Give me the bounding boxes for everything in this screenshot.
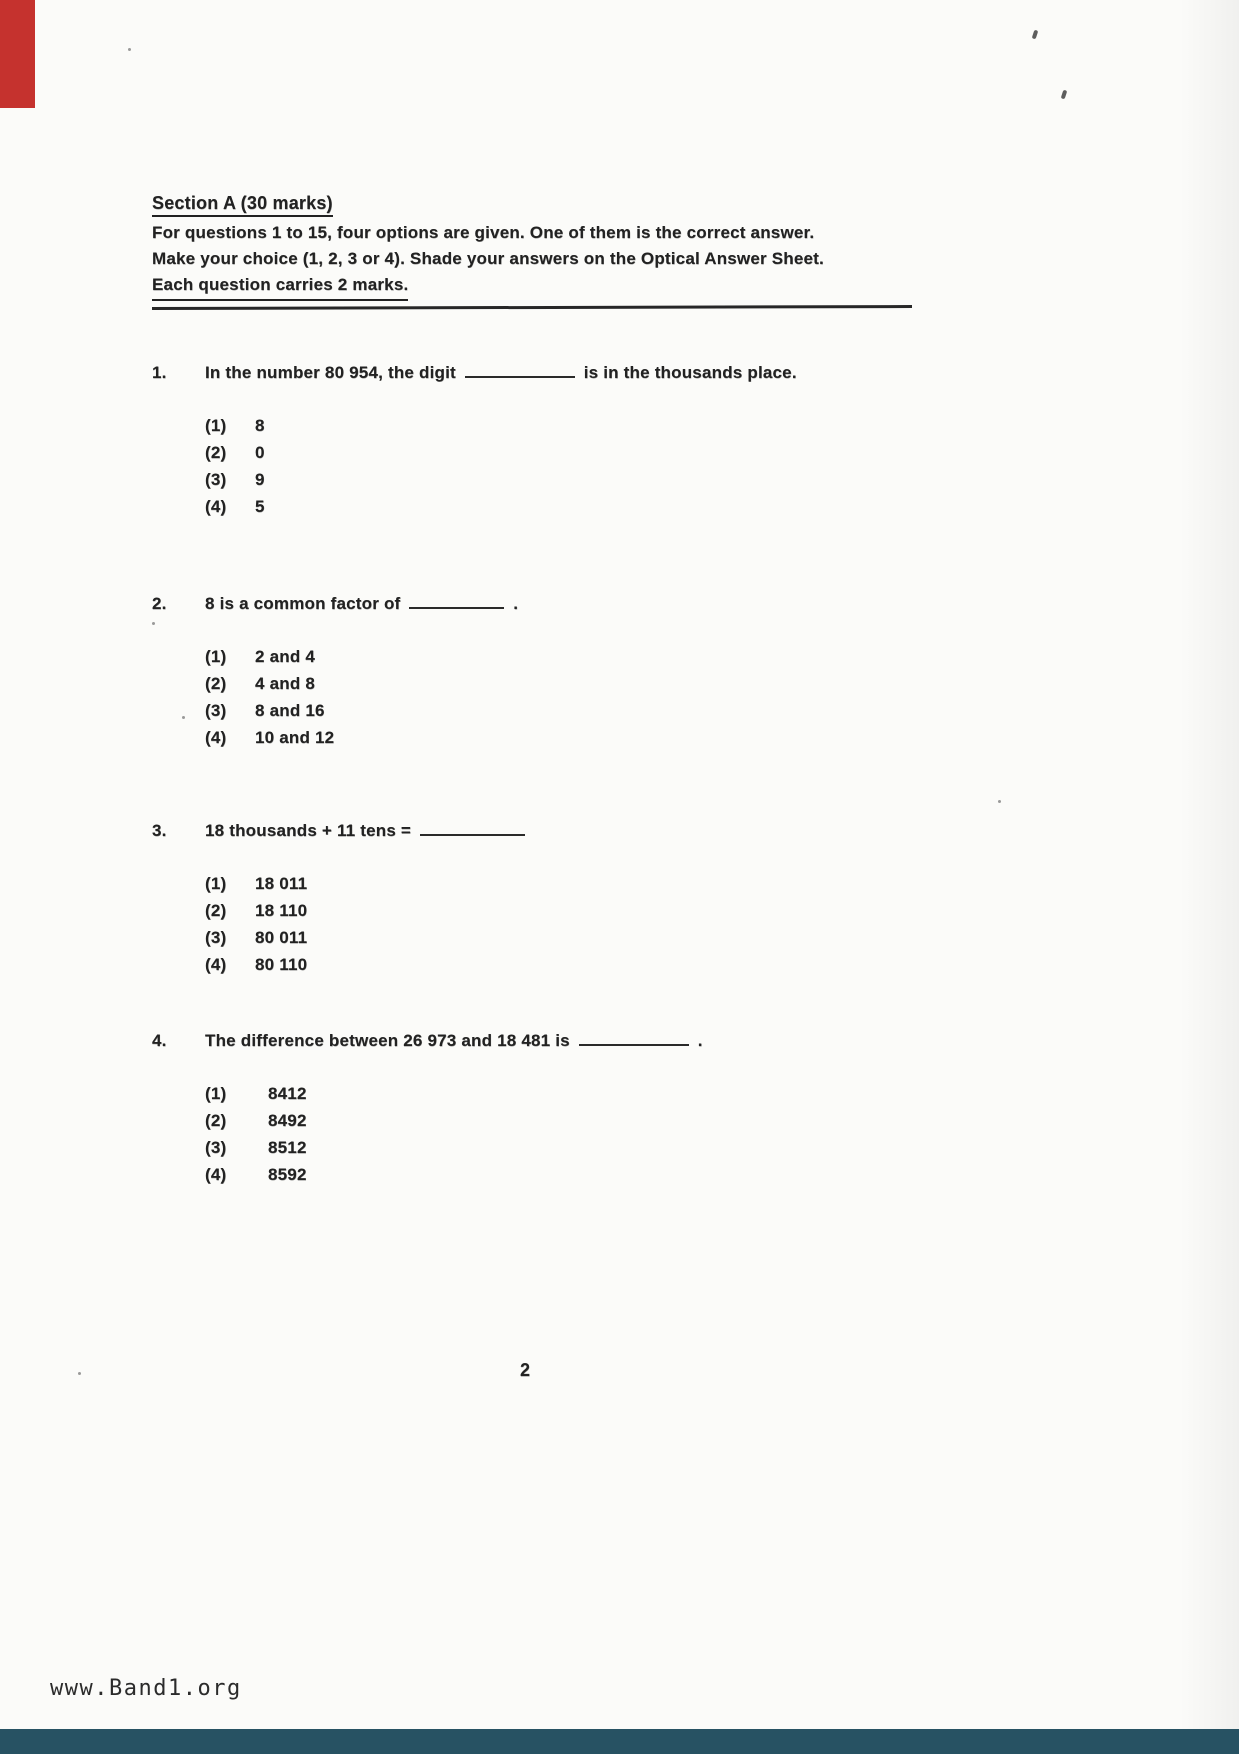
option-label: (2) [205, 901, 227, 920]
option-label: (1) [205, 647, 227, 666]
question-text-after: . [513, 594, 519, 613]
option-value: 18 011 [255, 874, 308, 893]
section-title: Section A (30 marks) [152, 193, 333, 217]
question-3 [152, 820, 529, 982]
option-row [205, 701, 518, 728]
question-text-before: In the number 80 954, the digit [205, 363, 456, 382]
question-number: 4. [152, 1031, 167, 1050]
question-4-head [152, 1030, 703, 1052]
question-2-head [152, 593, 518, 615]
scan-edge-shading [1179, 0, 1239, 1754]
option-label: (3) [205, 928, 227, 947]
question-text-before: The difference between 26 973 and 18 481 is [205, 1031, 570, 1050]
scan-artifact [1032, 30, 1039, 40]
question-text-before: 8 is a common factor of [205, 594, 401, 613]
option-row [205, 647, 518, 674]
option-label: (4) [205, 497, 227, 516]
instructions-line-1: For questions 1 to 15, four options are given. One of them is the correct answer. [152, 223, 815, 242]
options-list [205, 874, 529, 982]
question-text [205, 362, 797, 384]
option-row [205, 901, 529, 928]
option-row [205, 497, 797, 524]
option-label: (1) [205, 1084, 227, 1103]
option-label: (4) [205, 1165, 227, 1184]
scan-artifact [998, 800, 1001, 803]
option-row [205, 416, 797, 443]
option-row [205, 1165, 703, 1192]
scan-artifact [128, 48, 131, 51]
answer-blank [420, 820, 525, 836]
option-value: 80 110 [255, 955, 308, 974]
question-text [205, 1030, 703, 1052]
option-value: 4 and 8 [255, 674, 315, 693]
scan-strip-red [0, 0, 35, 108]
instructions-line-3 [152, 272, 922, 301]
option-label: (3) [205, 470, 227, 489]
option-row [205, 443, 797, 470]
option-label: (3) [205, 701, 227, 720]
option-label: (1) [205, 416, 227, 435]
answer-blank [409, 593, 504, 609]
options-list [205, 1084, 703, 1192]
options-list [205, 647, 518, 755]
question-1 [152, 362, 797, 524]
option-row [205, 1138, 703, 1165]
option-value: 8592 [268, 1165, 307, 1184]
option-label: (2) [205, 443, 227, 462]
question-4 [152, 1030, 703, 1192]
answer-blank [579, 1030, 689, 1046]
question-text-after: is in the thousands place. [583, 363, 797, 382]
option-row [205, 928, 529, 955]
option-row [205, 1111, 703, 1138]
page-number: 2 [520, 1360, 531, 1380]
options-list [205, 416, 797, 524]
option-value: 10 and 12 [255, 728, 335, 747]
question-number: 2. [152, 594, 167, 613]
option-value: 80 011 [255, 928, 308, 947]
question-2 [152, 593, 518, 755]
option-value: 8492 [268, 1111, 307, 1130]
option-value: 8412 [268, 1084, 307, 1103]
option-value: 5 [255, 497, 265, 516]
scan-artifact [1061, 90, 1068, 100]
question-text [205, 593, 518, 615]
option-row [205, 674, 518, 701]
option-value: 8 [255, 416, 265, 435]
scan-footer-bar [0, 1729, 1239, 1754]
option-value: 18 110 [255, 901, 308, 920]
option-value: 8512 [268, 1138, 307, 1157]
question-1-head [152, 362, 797, 384]
section-divider-rule [152, 305, 912, 310]
option-label: (4) [205, 955, 227, 974]
answer-blank [465, 362, 575, 378]
option-row [205, 470, 797, 497]
question-number: 1. [152, 363, 167, 382]
scan-artifact [78, 1372, 81, 1375]
option-row [205, 1084, 703, 1111]
question-text [205, 820, 529, 842]
question-text-before: 18 thousands + 11 tens = [205, 821, 412, 840]
option-value: 0 [255, 443, 265, 462]
option-value: 9 [255, 470, 265, 489]
watermark-url: www.Band1.org [50, 1676, 242, 1701]
option-label: (2) [205, 1111, 227, 1130]
option-label: (1) [205, 874, 227, 893]
option-value: 8 and 16 [255, 701, 325, 720]
instructions-line-2: Make your choice (1, 2, 3 or 4). Shade your answers on the Optical Answer Sheet. [152, 249, 824, 268]
option-row [205, 955, 529, 982]
question-3-head [152, 820, 529, 842]
question-text-after: . [697, 1031, 703, 1050]
section-header [152, 193, 922, 309]
instructions-line-3-text: Each question carries 2 marks. [152, 272, 408, 301]
question-number: 3. [152, 821, 167, 840]
option-value: 2 and 4 [255, 647, 315, 666]
option-label: (4) [205, 728, 227, 747]
option-label: (2) [205, 674, 227, 693]
option-row [205, 874, 529, 901]
option-label: (3) [205, 1138, 227, 1157]
option-row [205, 728, 518, 755]
